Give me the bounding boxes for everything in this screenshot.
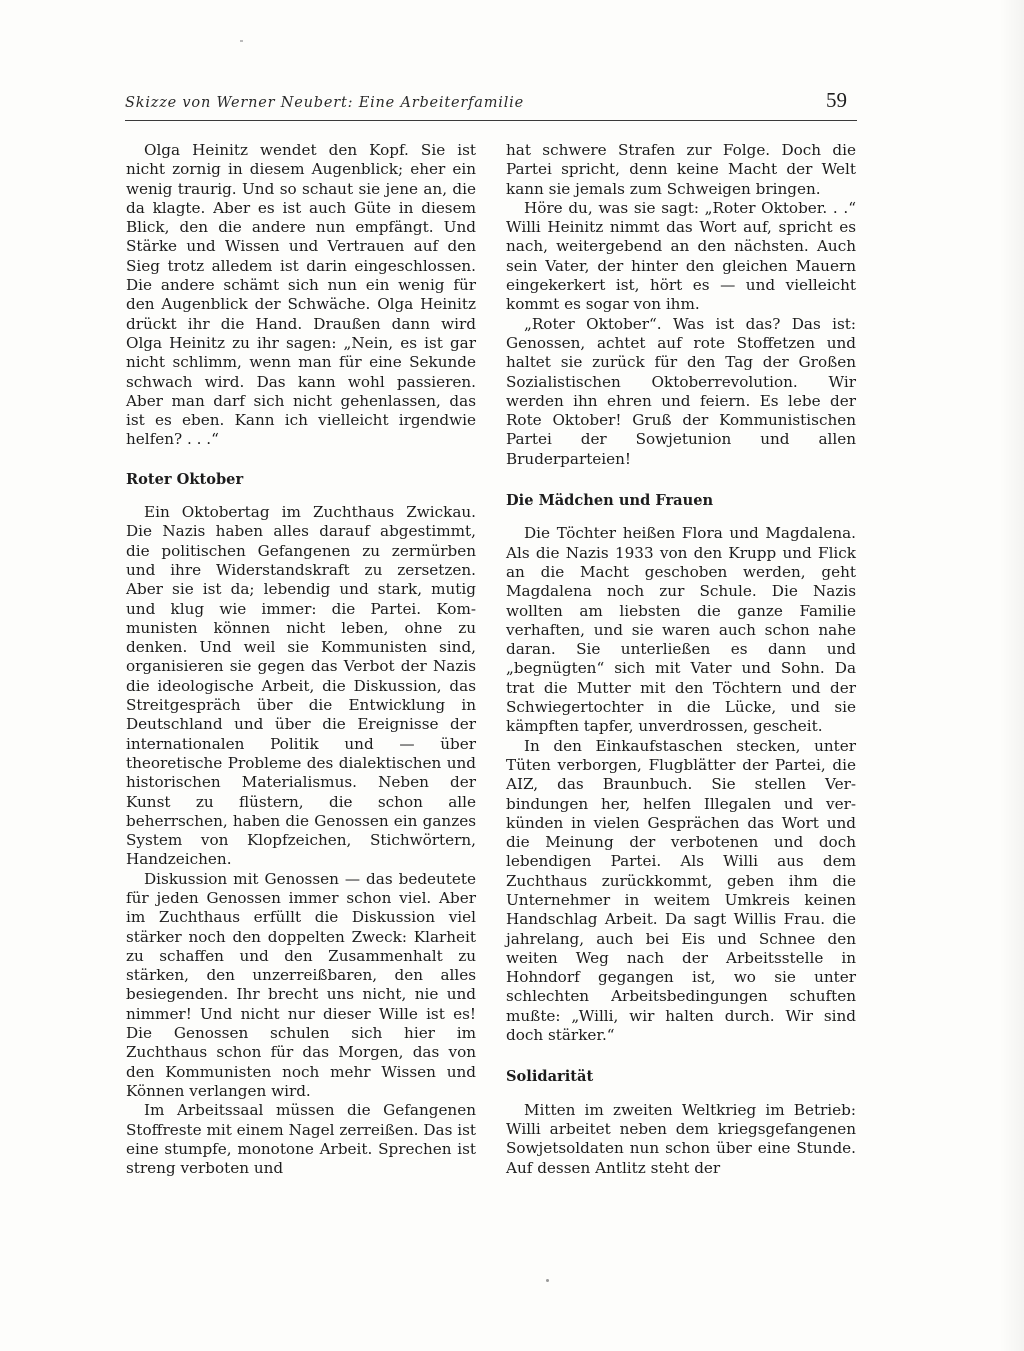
paragraph-einkaufstaschen: In den Einkaufstaschen stecken, unter Tüten verborgen, Flugblätter der Partei, die AIZ, das Braunbuch. Sie stellen Verbindungen her, helfen Illegalen und verkünden in vielen Gesprächen das Wort und die Meinung der verbotenen und doch lebendigen Partei. Als Willi aus dem Zuchthaus zurückkommt, geben ihm die Unternehmer in weitem Umkreis keinen Handschlag Arbeit. Da sagt Willis Frau. die jahrelang, auch bei Eis und Schnee den weiten Weg nach der Arbeitsstelle in Hohndorf gegangen ist, wo sie unter schlechten Arbeitsbedingungen schuften mußte: „Willi, wir halten durch. Wir sind doch stärker.“ (506, 736, 856, 1045)
section-heading-solidaritaet: Solidarität (506, 1068, 594, 1086)
page-number: 59 (826, 88, 847, 112)
left-column (126, 141, 476, 1178)
scan-speck (546, 1279, 549, 1282)
header-divider (125, 120, 857, 121)
running-head-title: Skizze von Werner Neubert: Eine Arbeiterfamilie (125, 95, 524, 111)
paragraph-toechter: Die Töchter heißen Flora und Magdalena. Als die Nazis 1933 von den Krupp und Flick an die Macht geschoben werden, geht Magdalena noch zur Schule. Die Nazis wollten am liebsten die ganze Familie verhaften, und sie waren auch schon nahe daran. Sie unterließen es dann und „begnügten“ sich mit Vater und Sohn. Da trat die Mutter mit den Töchtern und der Schwiegertochter in die Lücke, und sie kämpften tapfer, unverdrossen, gescheit. (506, 524, 856, 736)
paragraph-hoere-du: Höre du, was sie sagt: „Roter Oktober. . .“ Willi Heinitz nimmt das Wort auf, spricht es nach, weitergebend an den nächsten. Auch sein Vater, der hinter den gleichen Mauern eingekerkert ist, hört es — und vielleicht kommt es sogar von ihm. (506, 198, 856, 314)
section-heading-maedchen-frauen: Die Mädchen und Frauen (506, 492, 714, 510)
paragraph-continuation: hat schwere Strafen zur Folge. Doch die Partei spricht, denn keine Macht der Welt kann sie jemals zum Schweigen bringen. (506, 141, 856, 198)
paragraph-diskussion: Diskussion mit Genossen — das bedeutete für jeden Genossen immer schon viel. Aber im Zuchthaus erfüllt die Diskussion viel stärker noch den doppelten Zweck: Klarheit zu schaffen und den Zusammenhalt zu stärken, den unzerreißbaren, den alles besiegenden. Ihr brecht uns nicht, nie und nimmer! Und nicht nur dieser Wille ist es! Die Genossen schulen sich hier im Zuchthaus schon für das Morgen, das von den Kommunisten noch mehr Wissen und Können verlangen wird. (126, 869, 476, 1100)
section-heading-roter-oktober: Roter Oktober (126, 470, 244, 488)
scan-speck (240, 40, 243, 42)
paragraph-roter-oktober-meaning: „Roter Oktober“. Was ist das? Das ist: Genossen, achtet auf rote Stoffetzen und haltet sie zurück für den Tag der Großen Sozialistischen Oktoberrevolution. Wir werden ihn ehren und feiern. Es lebe der Rote Oktober! Gruß der Kommunistischen Partei der Sowjetunion und allen Bruderparteien! (506, 314, 856, 468)
page-edge-shadow (1000, 0, 1024, 1351)
paragraph-oktobertag: Ein Oktobertag im Zuchthaus Zwickau. Die Nazis haben alles darauf abgestimmt, die politischen Gefangenen zu zermürben und ihre Widerstandskraft zu zersetzen. Aber sie ist da; lebendig und stark, mutig und klug wie immer: die Partei. Kommunisten können nicht leben, ohne zu denken. Und weil sie Kommunisten sind, organisieren sie gegen das Verbot der Nazis die ideologische Arbeit, die Diskussion, das Streitgespräch über die Entwicklung in Deutschland und über die Ereignisse der internationalen Politik und — über theoretische Probleme des dialektischen und historischen Materialismus. Neben der Kunst zu flüstern, die schon alle beherrschen, haben die Genossen ein ganzes System von Klopfzeichen, Stichwörtern, Handzeichen. (126, 503, 476, 869)
paragraph-olga-heinitz: Olga Heinitz wendet den Kopf. Sie ist nicht zornig in diesem Augenblick; eher ein wenig traurig. Und so schaut sie jene an, die da klagte. Aber es ist auch Güte in diesem Blick, den die andere nun empfängt. Und Stärke und Wissen und Vertrauen auf den Sieg trotz alledem ist darin eingeschlossen. Die andere schämt sich nun ein wenig für den Augenblick der Schwäche. Olga Heinitz drückt ihr die Hand. Draußen dann wird Olga Heinitz zu ihr sagen: „Nein, es ist gar nicht schlimm, wenn man für eine Sekunde schwach wird. Das kann wohl passieren. Aber man darf sich nicht gehenlassen, das ist es eben. Kann ich vielleicht irgendwie helfen? . . .“ (126, 141, 476, 449)
right-column (506, 141, 856, 1178)
paragraph-mitten-im-krieg: Mitten im zweiten Weltkrieg im Betrieb: Willi arbeitet neben dem kriegsgefangenen Sowjetsoldaten nun schon über eine Stunde. Auf dessen Antlitz steht der (506, 1100, 856, 1177)
paragraph-arbeitssaal: Im Arbeitssaal müssen die Gefangenen Stoffreste mit einem Nagel zerreißen. Das ist eine stumpfe, monotone Arbeit. Sprechen ist streng verboten und (126, 1101, 476, 1178)
